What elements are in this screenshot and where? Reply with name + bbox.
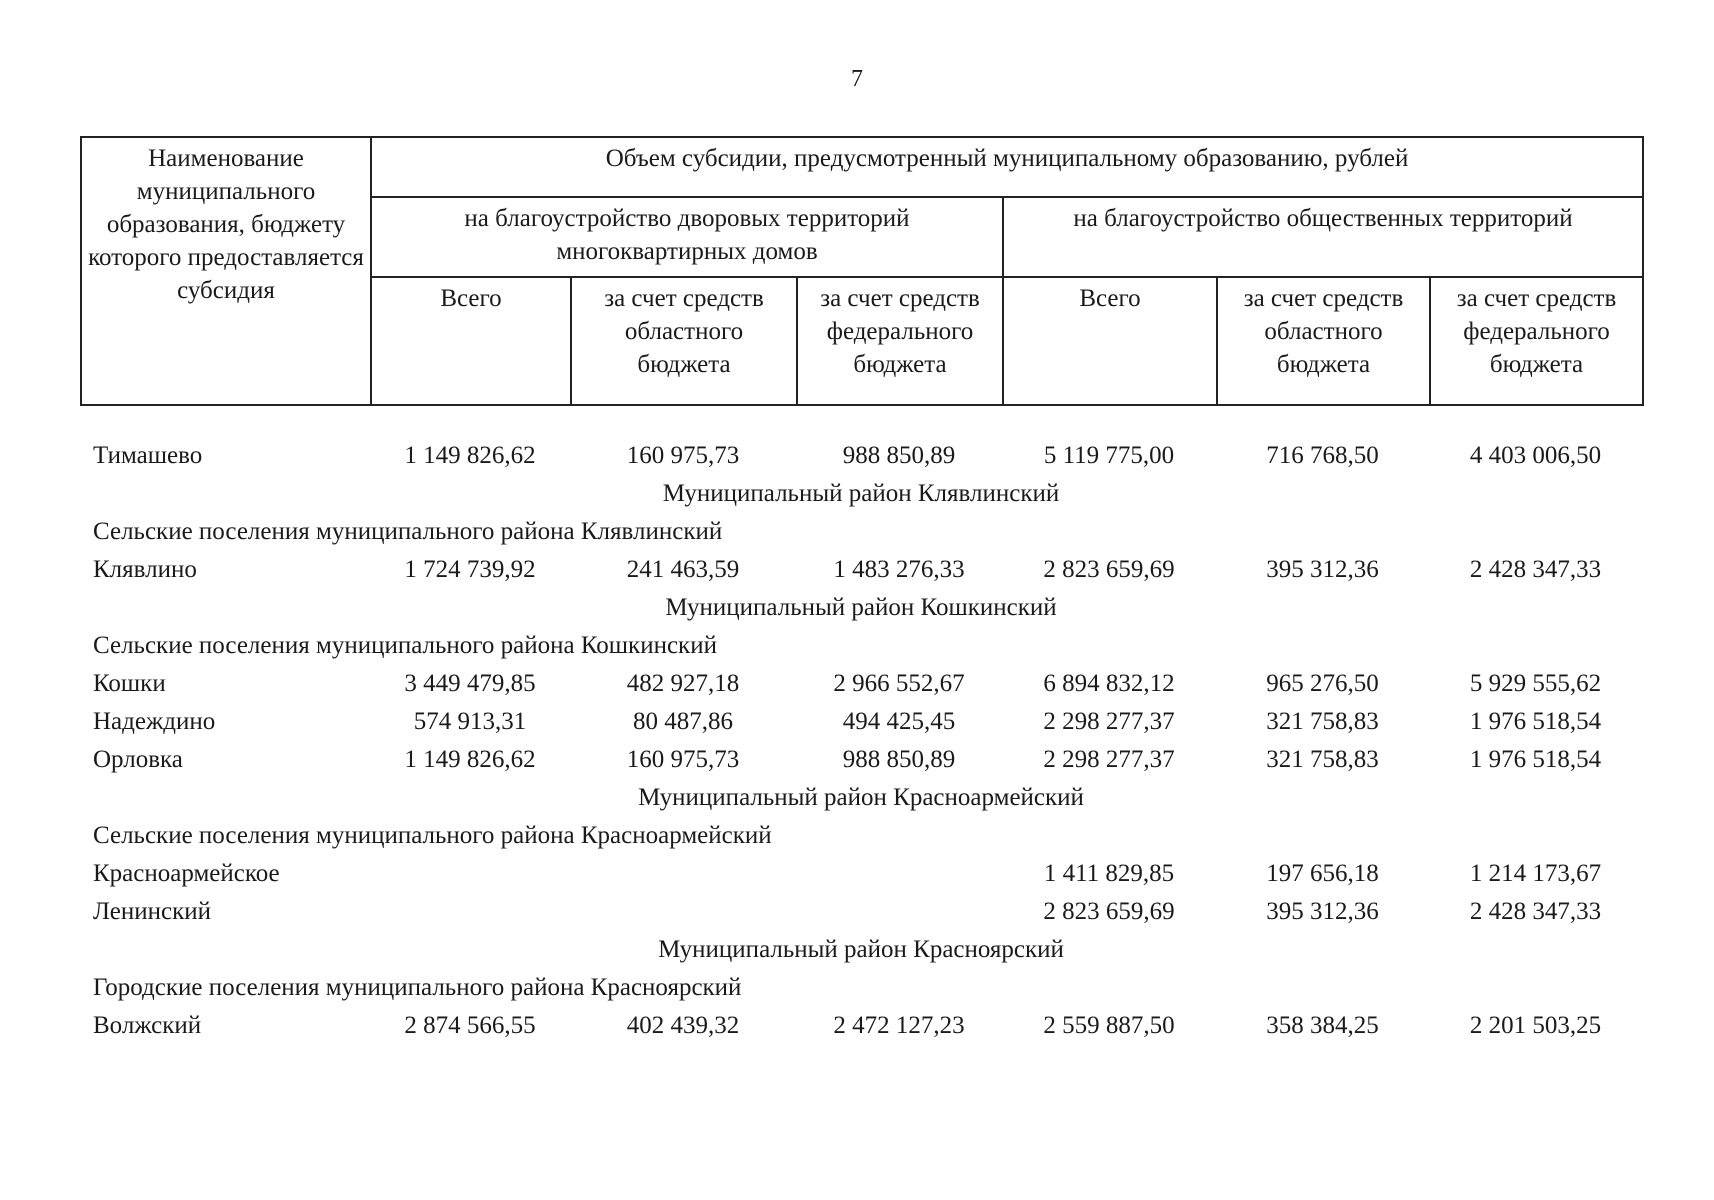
yard-federal: 988 850,89 xyxy=(842,746,956,773)
district-heading: Муниципальный район Клявлинский xyxy=(662,480,1060,507)
public-total: 2 298 277,37 xyxy=(1043,708,1175,735)
yard-federal: 494 425,45 xyxy=(842,708,956,735)
header-subsidy-volume: Объем субсидии, предусмотренный муниципальному образованию, рублей xyxy=(371,137,1643,197)
header-yard-total: Всего xyxy=(371,277,571,405)
table-row-timashevo xyxy=(80,437,1642,475)
yard-federal: 1 483 276,33 xyxy=(833,556,965,583)
settlement-heading: Сельские поселения муниципального района Клявлинский xyxy=(93,518,723,545)
header-public-federal: за счет средств федерального бюджета xyxy=(1430,277,1643,405)
municipality-name: Ленинский xyxy=(93,898,212,925)
header-municipality-name: Наименование муниципального образования, бюджету которого предоставляется субсидия xyxy=(81,137,371,405)
subsidy-table-body xyxy=(80,437,1642,1045)
public-regional: 321 758,83 xyxy=(1266,746,1379,773)
public-federal: 2 201 503,25 xyxy=(1469,1012,1602,1039)
public-regional: 358 384,25 xyxy=(1266,1012,1379,1039)
public-federal: 5 929 555,62 xyxy=(1469,670,1602,697)
public-total: 1 411 829,85 xyxy=(1043,860,1175,887)
yard-federal: 988 850,89 xyxy=(842,442,956,469)
table-row-nadezhdino xyxy=(80,703,1642,741)
district-heading: Муниципальный район Красноармейский xyxy=(638,784,1084,811)
settlement-heading: Городские поселения муниципального района Красноярский xyxy=(93,974,742,1001)
municipality-name: Волжский xyxy=(93,1012,202,1039)
header-public-territories: на благоустройство общественных территорий xyxy=(1003,197,1643,277)
yard-regional: 160 975,73 xyxy=(626,442,740,469)
public-federal: 2 428 347,33 xyxy=(1469,898,1602,925)
table-row-krasnoarmeyskoe xyxy=(80,855,1642,893)
yard-total: 574 913,31 xyxy=(413,708,527,735)
public-federal: 1 214 173,67 xyxy=(1469,860,1602,887)
yard-total: 3 449 479,85 xyxy=(404,670,536,697)
header-yard-territories: на благоустройство дворовых территорий многоквартирных домов xyxy=(371,197,1003,277)
yard-federal: 2 472 127,23 xyxy=(833,1012,965,1039)
table-row-leninsky xyxy=(80,893,1642,931)
public-regional: 395 312,36 xyxy=(1266,898,1379,925)
municipality-name: Клявлино xyxy=(93,556,197,583)
district-heading: Муниципальный район Кошкинский xyxy=(665,594,1057,621)
table-row-koshki xyxy=(80,665,1642,703)
subsidy-table-header xyxy=(80,136,1644,406)
public-regional: 321 758,83 xyxy=(1266,708,1379,735)
table-row-volzhsky xyxy=(80,1007,1642,1045)
yard-regional: 482 927,18 xyxy=(626,670,740,697)
public-total: 5 119 775,00 xyxy=(1043,442,1175,469)
settlement-heading: Сельские поселения муниципального района Кошкинский xyxy=(93,632,717,659)
header-public-regional: за счет средств областного бюджета xyxy=(1217,277,1430,405)
yard-federal: 2 966 552,67 xyxy=(833,670,965,697)
municipality-name: Тимашево xyxy=(93,442,203,469)
public-total: 2 298 277,37 xyxy=(1043,746,1175,773)
yard-total: 1 149 826,62 xyxy=(404,746,536,773)
public-total: 2 823 659,69 xyxy=(1043,898,1175,925)
public-federal: 1 976 518,54 xyxy=(1469,708,1602,735)
public-regional: 965 276,50 xyxy=(1266,670,1379,697)
public-regional: 716 768,50 xyxy=(1266,442,1379,469)
yard-regional: 160 975,73 xyxy=(626,746,740,773)
yard-total: 1 149 826,62 xyxy=(404,442,536,469)
public-total: 6 894 832,12 xyxy=(1043,670,1175,697)
table-row-klyavlino xyxy=(80,551,1642,589)
public-federal: 4 403 006,50 xyxy=(1469,442,1602,469)
municipality-name: Красноармейское xyxy=(93,860,280,887)
yard-total: 1 724 739,92 xyxy=(404,556,536,583)
municipality-name: Надеждино xyxy=(93,708,216,735)
public-federal: 2 428 347,33 xyxy=(1469,556,1602,583)
page-number: 7 xyxy=(851,66,863,92)
public-regional: 197 656,18 xyxy=(1266,860,1379,887)
settlement-heading: Сельские поселения муниципального района Красноармейский xyxy=(93,822,772,849)
table-row-orlovka xyxy=(80,741,1642,779)
public-regional: 395 312,36 xyxy=(1266,556,1379,583)
yard-regional: 241 463,59 xyxy=(626,556,740,583)
municipality-name: Орловка xyxy=(93,746,183,773)
public-federal: 1 976 518,54 xyxy=(1469,746,1602,773)
yard-total: 2 874 566,55 xyxy=(404,1012,536,1039)
yard-regional: 80 487,86 xyxy=(633,708,733,735)
municipality-name: Кошки xyxy=(93,670,166,697)
header-public-total: Всего xyxy=(1003,277,1217,405)
header-yard-federal: за счет средств федерального бюджета xyxy=(797,277,1003,405)
district-heading: Муниципальный район Красноярский xyxy=(658,936,1064,963)
yard-regional: 402 439,32 xyxy=(626,1012,740,1039)
public-total: 2 559 887,50 xyxy=(1043,1012,1175,1039)
public-total: 2 823 659,69 xyxy=(1043,556,1175,583)
header-yard-regional: за счет средств областного бюджета xyxy=(571,277,797,405)
